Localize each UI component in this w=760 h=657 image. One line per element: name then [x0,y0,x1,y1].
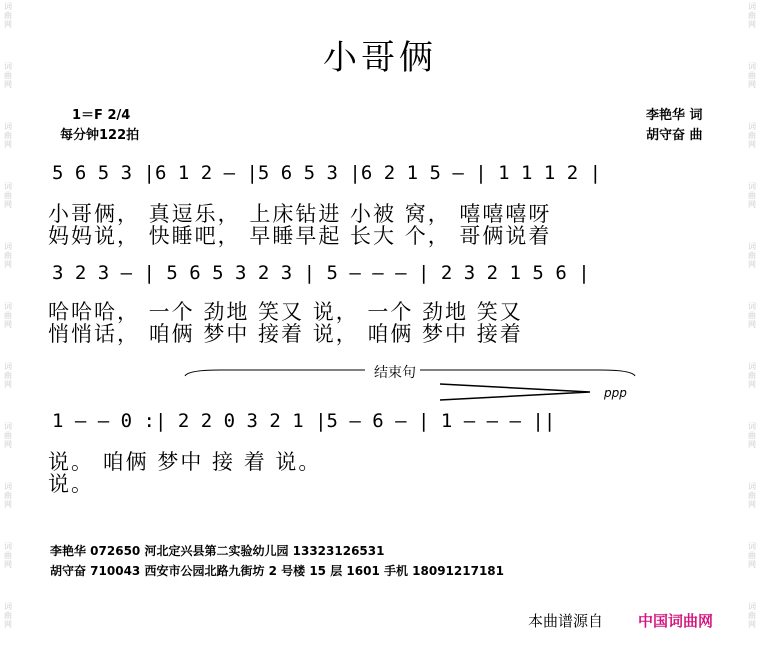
watermark-mark: 词 曲 网 [4,422,12,449]
watermark-mark: 词 曲 网 [4,242,12,269]
score-line-2-notes: 3 2 3 — | 5 6 5 3 2 3 | 5 — — — | 2 3 2 1 5 6 | [52,262,590,284]
site-name-link[interactable]: 中国词曲网 [638,612,714,630]
watermark-mark: 词 曲 网 [748,242,756,269]
watermark-mark: 词 曲 网 [748,362,756,389]
tempo-marking: 每分钟122拍 [60,128,140,143]
watermark-mark: 词 曲 网 [748,2,756,29]
watermark-mark: 词 曲 网 [4,122,12,149]
page-title: 小哥俩 [323,38,437,78]
contact-composer: 胡守奋 710043 西安市公园北路九街坊 2 号楼 15 层 1601 手机 18091217181 [50,564,504,578]
dynamic-marking: ppp [604,386,627,400]
watermark-mark: 词 曲 网 [748,122,756,149]
score-line-3-lyrics-verse-2: 说。 [48,472,94,496]
watermark-mark: 词 曲 网 [748,422,756,449]
score-line-2-lyrics-verse-2: 悄悄话， 咱俩 梦中 接着 说， 咱俩 梦中 接着 [48,322,523,346]
score-line-1-notes: 5 6 5 3 |6 1 2 — |5 6 5 3 |6 2 1 5 — | 1 1 1 2 | [52,162,602,184]
score-line-2-lyrics-verse-1: 哈哈哈， 一个 劲地 笑又 说， 一个 劲地 笑又 [48,300,523,324]
source-label: 本曲谱源自 [528,612,604,630]
watermark-mark: 词 曲 网 [748,482,756,509]
lyricist-credit: 李艳华 词 [646,108,703,123]
watermark-mark: 词 曲 网 [4,602,12,629]
watermark-mark: 词 曲 网 [748,182,756,209]
watermark-mark: 词 曲 网 [4,302,12,329]
watermark-mark: 词 曲 网 [4,2,12,29]
score-line-1-lyrics-verse-1: 小哥俩， 真逗乐， 上床钻进 小被 窝， 嘻嘻嘻呀 [48,202,552,226]
watermark-mark: 词 曲 网 [4,62,12,89]
watermark-mark: 词 曲 网 [4,482,12,509]
key-signature: 1＝F 2/4 [72,108,131,123]
watermark-mark: 词 曲 网 [748,542,756,569]
composer-credit: 胡守奋 曲 [646,128,703,143]
watermark-mark: 词 曲 网 [4,362,12,389]
watermark-mark: 词 曲 网 [4,542,12,569]
contact-lyricist: 李艳华 072650 河北定兴县第二实验幼儿园 13323126531 [50,544,385,558]
watermark-mark: 词 曲 网 [4,182,12,209]
score-line-1-lyrics-verse-2: 妈妈说， 快睡吧， 早睡早起 长大 个， 哥俩说着 [48,224,552,248]
score-line-3-lyrics-verse-1: 说。 咱俩 梦中 接 着 说。 [48,450,322,474]
watermark-mark: 词 曲 网 [748,302,756,329]
score-line-3-notes: 1 — — 0 :| 2 2 0 3 2 1 |5 — 6 — | 1 — — — || [52,410,556,432]
watermark-mark: 词 曲 网 [748,602,756,629]
ending-marking: 结束句 [374,365,416,381]
watermark-mark: 词 曲 网 [748,62,756,89]
